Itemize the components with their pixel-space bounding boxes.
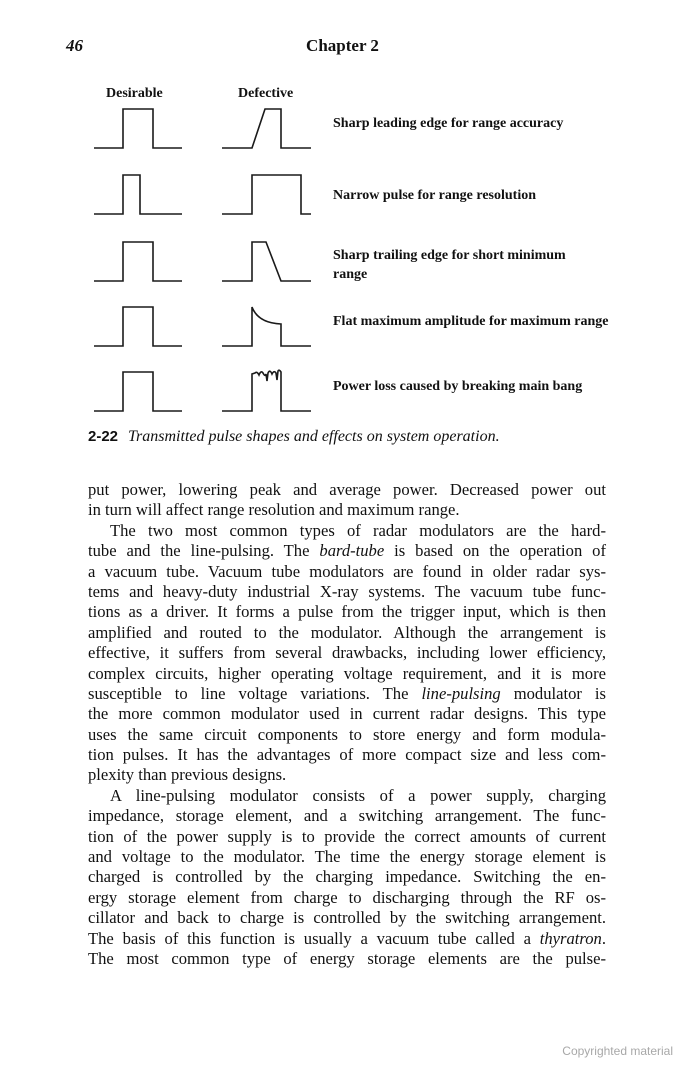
page-number: 46 [66,36,83,55]
effect-row-3: Sharp trailing edge for short minimum range [333,248,566,282]
body-line: effective, it suffers from several drawbacks, including lower efficiency, [88,643,606,663]
desirable-pulse-4 [94,307,182,346]
defective-pulse-slow-fall [222,242,311,281]
body-line: charged is controlled by the charging impedance. Switching the en- [88,867,606,887]
body-line: The most common type of energy storage elements are the pulse- [88,948,606,968]
body-line: The two most common types of radar modulators are the hard- [110,520,606,540]
effect-row-5: Power loss caused by breaking main bang [333,379,583,394]
body-line: put power, lowering peak and average power. Decreased power out [88,480,606,499]
pulse-shapes-diagram [0,0,685,430]
body-line: impedance, storage element, and a switching arrangement. The func- [88,806,606,826]
figure-caption-text: Transmitted pulse shapes and effects on system operation. [128,428,500,445]
column-label-defective: Defective [238,86,294,101]
desirable-pulse-2 [94,175,182,214]
body-text [88,480,606,969]
defective-pulse-ringing [222,370,311,411]
body-line: the more common modulator used in current radar designs. This type [88,704,606,724]
effect-row-2: Narrow pulse for range resolution [333,188,536,203]
body-line: tube and the line-pulsing. The bard-tube is based on the operation of [88,541,607,561]
body-line: complex circuits, higher operating voltage requirement, and it is more [88,663,606,683]
body-line: tion pulses. It has the advantages of more compact size and less com- [88,745,606,765]
desirable-pulse-1 [94,109,182,148]
body-line: tems and heavy-duty industrial X-ray systems. The vacuum tube func- [88,581,606,601]
column-label-desirable: Desirable [106,86,163,101]
body-line: plexity than previous designs. [88,765,287,785]
body-line: The basis of this function is usually a vacuum tube called a thyratron. [88,928,606,948]
effect-row-1: Sharp leading edge for range accuracy [333,116,564,131]
body-line: uses the same circuit components to store energy and form modula- [88,724,606,744]
body-line: in turn will affect range resolution and maximum range. [88,500,460,520]
figure-number: 2-22 [88,428,119,445]
body-line: a vacuum tube. Vacuum tube modulators are found in older radar sys- [88,561,606,581]
desirable-pulse-3 [94,242,182,281]
defective-pulse-droop [222,307,311,346]
body-line: tions as a driver. It forms a pulse from the trigger input, which is then [88,602,606,622]
body-line: susceptible to line voltage variations. The line-pulsing modulator is [88,683,606,703]
body-line: tion of the power supply is to provide the correct amounts of current [88,826,606,846]
effect-row-4: Flat maximum amplitude for maximum range [333,314,609,329]
body-line: A line-pulsing modulator consists of a power supply, charging [110,785,606,805]
defective-pulse-slow-rise [222,109,311,148]
body-line: amplified and routed to the modulator. Although the arrangement is [88,622,606,642]
figure-caption [88,428,500,446]
body-line: ergy storage element from charge to discharging through the RF os- [88,887,606,907]
desirable-pulse-5 [94,372,182,411]
body-line: cillator and back to charge is controlled by the switching arrangement. [88,908,606,928]
running-head: Chapter 2 [306,36,379,55]
body-line: and voltage to the modulator. The time the energy storage element is [88,847,606,867]
defective-pulse-wide [222,175,311,214]
copyright-notice: Copyrighted material [562,1044,673,1058]
